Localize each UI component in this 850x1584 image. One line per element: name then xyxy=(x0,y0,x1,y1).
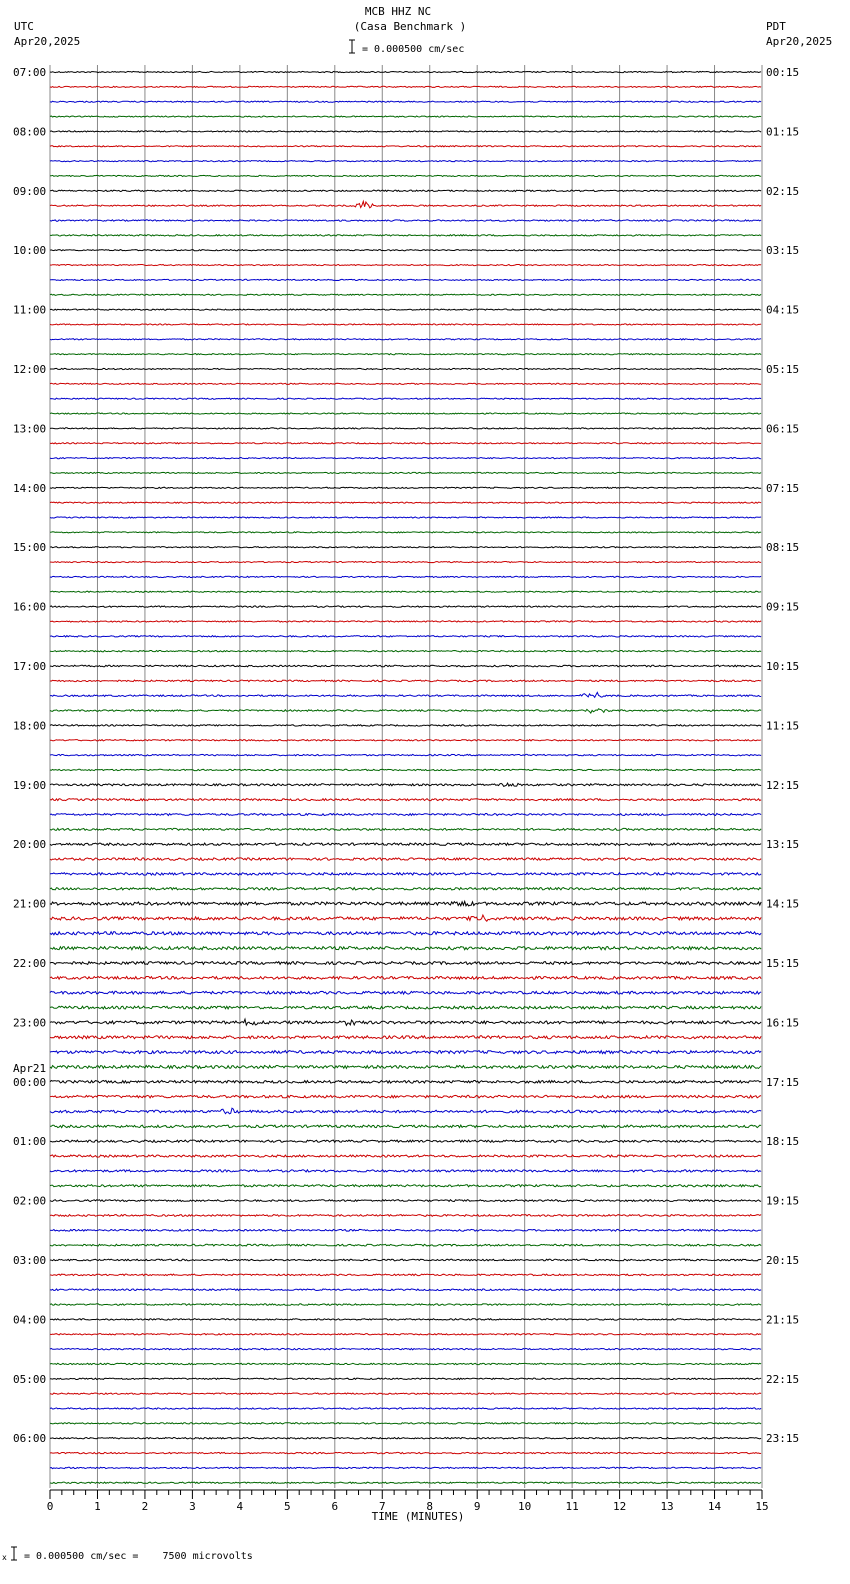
trace-61 xyxy=(50,977,761,980)
trace-49 xyxy=(50,799,761,801)
trace-0 xyxy=(50,71,761,72)
trace-87 xyxy=(50,1363,761,1364)
trace-68 xyxy=(50,1081,761,1084)
trace-52 xyxy=(50,843,761,845)
trace-78 xyxy=(50,1229,761,1231)
x-tick-label-8: 8 xyxy=(426,1500,434,1513)
utc-label-4: 11:00 xyxy=(13,303,47,317)
trace-17 xyxy=(50,324,761,325)
utc-label-15: 22:00 xyxy=(13,957,47,970)
trace-40 xyxy=(50,665,761,667)
trace-7 xyxy=(50,175,761,176)
trace-91 xyxy=(50,1423,761,1424)
trace-69 xyxy=(50,1095,761,1098)
trace-58 xyxy=(50,932,761,935)
x-tick-label-12: 12 xyxy=(612,1500,627,1513)
utc-label-8: 15:00 xyxy=(13,541,47,555)
trace-65 xyxy=(50,1036,761,1039)
trace-14 xyxy=(50,279,761,280)
x-axis-label: TIME (MINUTES) xyxy=(371,1510,465,1523)
trace-64 xyxy=(50,1019,761,1025)
trace-95 xyxy=(50,1482,761,1483)
local-label-2: 02:15 xyxy=(766,184,800,198)
utc-label-6: 13:00 xyxy=(13,422,47,436)
trace-92 xyxy=(50,1438,761,1439)
local-label-0: 00:15 xyxy=(766,66,800,79)
trace-81 xyxy=(50,1274,761,1276)
trace-35 xyxy=(50,591,761,592)
x-tick-label-4: 4 xyxy=(236,1500,244,1513)
trace-72 xyxy=(50,1140,761,1142)
x-tick-label-1: 1 xyxy=(94,1500,101,1513)
utc-label-5: 12:00 xyxy=(13,363,47,376)
local-label-23: 23:15 xyxy=(766,1432,800,1446)
trace-67 xyxy=(50,1066,761,1069)
local-label-5: 05:15 xyxy=(766,363,800,376)
local-label-4: 04:15 xyxy=(766,303,800,317)
trace-57 xyxy=(50,915,761,921)
trace-70 xyxy=(50,1108,761,1114)
trace-62 xyxy=(50,991,761,994)
trace-88 xyxy=(50,1378,761,1379)
trace-84 xyxy=(50,1319,761,1320)
trace-29 xyxy=(50,502,761,503)
local-label-1: 01:15 xyxy=(766,125,800,139)
trace-2 xyxy=(50,101,761,102)
trace-36 xyxy=(50,606,761,607)
utc-label-11: 18:00 xyxy=(13,719,47,733)
footer-scale-bar-icon xyxy=(11,1547,17,1560)
trace-89 xyxy=(50,1393,761,1394)
utc-label-14: 21:00 xyxy=(13,897,47,911)
trace-51 xyxy=(50,828,761,830)
station-subtitle: (Casa Benchmark ) xyxy=(353,20,467,33)
trace-46 xyxy=(50,754,761,755)
station-title: MCB HHZ NC xyxy=(364,5,432,18)
trace-82 xyxy=(50,1289,761,1291)
utc-label-21: 04:00 xyxy=(13,1313,47,1327)
left-date: Apr20,2025 xyxy=(14,35,81,48)
trace-85 xyxy=(50,1334,761,1335)
trace-66 xyxy=(50,1051,761,1054)
footer-scale-note: = 0.000500 cm/sec = 7500 microvolts xyxy=(24,1551,253,1562)
trace-74 xyxy=(50,1170,761,1172)
trace-38 xyxy=(50,636,761,637)
local-label-15: 15:15 xyxy=(766,957,800,970)
x-tick-label-9: 9 xyxy=(473,1500,481,1513)
x-tick-label-6: 6 xyxy=(331,1500,339,1513)
utc-label-23: 06:00 xyxy=(13,1432,47,1446)
trace-94 xyxy=(50,1467,761,1468)
trace-42 xyxy=(50,692,761,697)
trace-56 xyxy=(50,901,761,906)
trace-21 xyxy=(50,383,761,384)
trace-83 xyxy=(50,1304,761,1306)
x-tick-label-13: 13 xyxy=(660,1500,674,1513)
trace-1 xyxy=(50,86,761,87)
trace-45 xyxy=(50,740,761,741)
local-label-18: 18:15 xyxy=(766,1135,800,1149)
utc-label-13: 20:00 xyxy=(13,838,47,852)
seismic-traces xyxy=(50,71,761,1483)
trace-27 xyxy=(50,472,761,473)
x-tick-label-2: 2 xyxy=(141,1500,149,1513)
trace-48 xyxy=(50,783,761,786)
utc-label-12: 19:00 xyxy=(13,778,47,792)
trace-18 xyxy=(50,339,761,340)
trace-59 xyxy=(50,947,761,950)
trace-80 xyxy=(50,1259,761,1261)
utc-label-19: 02:00 xyxy=(13,1194,47,1208)
trace-4 xyxy=(50,131,761,132)
utc-label-1: 08:00 xyxy=(13,125,47,139)
trace-23 xyxy=(50,413,761,414)
footer-marker: x xyxy=(2,1553,7,1562)
trace-11 xyxy=(50,235,761,236)
trace-24 xyxy=(50,428,761,429)
utc-label-2: 09:00 xyxy=(13,184,47,198)
local-label-6: 06:15 xyxy=(766,422,800,436)
trace-37 xyxy=(50,621,761,622)
trace-71 xyxy=(50,1125,761,1128)
utc-label-17: 00:00 xyxy=(13,1075,47,1089)
trace-53 xyxy=(50,858,761,860)
scale-label: = 0.000500 cm/sec xyxy=(362,44,465,55)
trace-47 xyxy=(50,769,761,770)
trace-12 xyxy=(50,250,761,251)
trace-44 xyxy=(50,725,761,726)
trace-19 xyxy=(50,354,761,355)
local-label-11: 11:15 xyxy=(766,719,800,733)
scale-bar-icon xyxy=(349,40,355,53)
local-label-13: 13:15 xyxy=(766,838,800,852)
utc-label-22: 05:00 xyxy=(13,1372,47,1386)
trace-75 xyxy=(50,1185,761,1187)
trace-79 xyxy=(50,1244,761,1246)
right-timezone: PDT xyxy=(766,20,786,33)
trace-20 xyxy=(50,368,761,369)
local-label-17: 17:15 xyxy=(766,1075,800,1089)
local-label-21: 21:15 xyxy=(766,1313,800,1327)
trace-31 xyxy=(50,532,761,533)
local-label-16: 16:15 xyxy=(766,1016,800,1030)
trace-86 xyxy=(50,1348,761,1349)
trace-43 xyxy=(50,709,761,713)
trace-8 xyxy=(50,190,761,191)
date-change-label: Apr21 xyxy=(13,1061,47,1075)
local-label-14: 14:15 xyxy=(766,897,800,911)
utc-label-7: 14:00 xyxy=(13,481,47,495)
trace-32 xyxy=(50,547,761,548)
trace-25 xyxy=(50,443,761,444)
trace-5 xyxy=(50,146,761,147)
local-label-19: 19:15 xyxy=(766,1194,800,1208)
utc-label-0: 07:00 xyxy=(13,66,47,79)
trace-3 xyxy=(50,116,761,117)
trace-55 xyxy=(50,888,761,890)
utc-label-18: 01:00 xyxy=(13,1135,47,1149)
local-label-20: 20:15 xyxy=(766,1254,800,1267)
trace-90 xyxy=(50,1408,761,1409)
x-tick-label-0: 0 xyxy=(46,1500,54,1513)
x-tick-label-3: 3 xyxy=(189,1500,196,1513)
local-label-3: 03:15 xyxy=(766,244,800,258)
trace-30 xyxy=(50,517,761,518)
local-label-10: 10:15 xyxy=(766,660,800,673)
trace-10 xyxy=(50,220,761,221)
trace-22 xyxy=(50,398,761,399)
x-tick-label-10: 10 xyxy=(518,1500,532,1513)
x-tick-label-5: 5 xyxy=(284,1500,291,1513)
trace-28 xyxy=(50,487,761,488)
local-label-8: 08:15 xyxy=(766,541,800,555)
utc-label-16: 23:00 xyxy=(13,1016,47,1030)
utc-label-3: 10:00 xyxy=(13,244,47,258)
trace-60 xyxy=(50,962,761,965)
trace-34 xyxy=(50,576,761,577)
local-label-22: 22:15 xyxy=(766,1372,800,1386)
trace-13 xyxy=(50,265,761,266)
utc-label-10: 17:00 xyxy=(13,660,47,673)
x-tick-label-15: 15 xyxy=(755,1500,769,1513)
right-date: Apr20,2025 xyxy=(766,35,833,48)
trace-26 xyxy=(50,458,761,459)
trace-16 xyxy=(50,309,761,310)
x-tick-label-7: 7 xyxy=(378,1500,386,1513)
local-label-9: 09:15 xyxy=(766,600,800,614)
left-timezone: UTC xyxy=(14,20,34,33)
local-label-12: 12:15 xyxy=(766,778,800,792)
trace-39 xyxy=(50,651,761,652)
trace-73 xyxy=(50,1155,761,1157)
trace-54 xyxy=(50,873,761,875)
utc-label-9: 16:00 xyxy=(13,600,47,614)
trace-33 xyxy=(50,562,761,563)
trace-77 xyxy=(50,1215,761,1217)
trace-41 xyxy=(50,680,761,682)
trace-50 xyxy=(50,814,761,816)
x-tick-label-11: 11 xyxy=(565,1500,579,1513)
trace-15 xyxy=(50,294,761,295)
x-tick-label-14: 14 xyxy=(707,1500,722,1513)
trace-6 xyxy=(50,161,761,162)
local-label-7: 07:15 xyxy=(766,481,800,495)
trace-93 xyxy=(50,1452,761,1453)
utc-label-20: 03:00 xyxy=(13,1254,47,1267)
trace-76 xyxy=(50,1200,761,1202)
trace-9 xyxy=(50,201,761,208)
trace-63 xyxy=(50,1006,761,1009)
